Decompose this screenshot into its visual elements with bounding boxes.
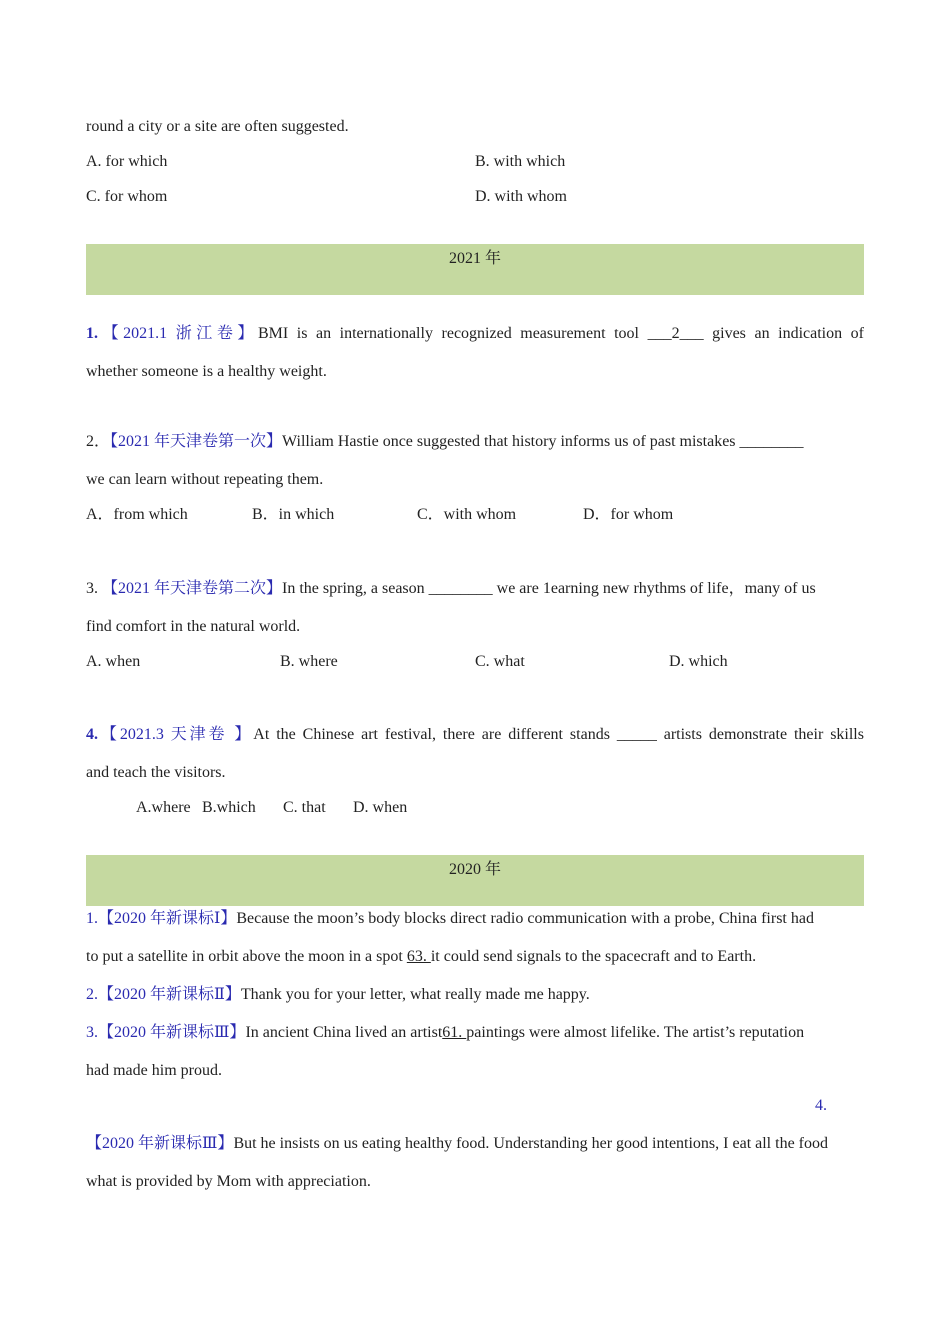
option-a: A．from which (86, 506, 188, 523)
question-2021-1-line2: whether someone is a healthy weight. (86, 363, 327, 380)
question-text: In the spring, a season ________ we are 1earning new rhythms of life，many of us (282, 580, 816, 597)
question-text: to put a satellite in orbit above the moon in a spot (86, 948, 407, 965)
source-tag: 【2021 年天津卷第二次】 (102, 580, 283, 597)
question-2020-3 (86, 1023, 804, 1043)
question-2020-1 (86, 909, 814, 929)
question-number: 3. (86, 580, 98, 597)
option-b: B.which (202, 799, 256, 816)
option-c: C. what (475, 653, 525, 670)
question-text: In ancient China lived an artist (245, 1024, 443, 1041)
question-number: 1. (86, 910, 98, 927)
source-tag: 【2020 年新课标Ⅰ】 (98, 910, 237, 927)
question-text: BMI is an internationally recognized measurement tool (257, 325, 648, 342)
section-title-2020: 2020 年 (448, 861, 501, 878)
section-header-2021 (86, 244, 864, 295)
option-d: D. with whom (475, 188, 567, 205)
question-text-cont: it could send signals to the spacecraft and to Earth. (430, 948, 757, 965)
answer-blank: 63. (406, 948, 431, 965)
option-a: A.where (136, 799, 191, 816)
option-c: C．with whom (417, 506, 517, 523)
question-2020-1-line2 (86, 947, 756, 967)
answer-blank: 61. (442, 1024, 467, 1041)
question-number: 3. (86, 1024, 98, 1041)
source-tag: 【2021.1 浙江卷】 (98, 325, 258, 342)
question-2020-4 (86, 1134, 828, 1154)
option-c: C. that (283, 799, 326, 816)
question-text-cont: paintings were almost lifelike. The artist’s reputation (466, 1024, 805, 1041)
question-text: Thank you for your letter, what really made me happy. (240, 986, 590, 1003)
question-2020-3-line2: had made him proud. (86, 1062, 222, 1079)
question-number-2020-4: 4. (815, 1097, 827, 1114)
question-text: Because the moon’s body blocks direct radio communication with a probe, China first had (236, 910, 814, 927)
section-header-2020 (86, 855, 864, 906)
option-d: D. when (353, 799, 408, 816)
question-number: 2. (86, 986, 98, 1003)
question-2020-4-line2: what is provided by Mom with appreciation. (86, 1173, 371, 1190)
question-2021-1 (86, 324, 864, 344)
question-number: 1. (86, 325, 98, 342)
question-text: But he insists on us eating healthy food. Understanding her good intentions, I eat all the food (233, 1135, 828, 1152)
option-a: A. when (86, 653, 141, 670)
option-d: D. which (669, 653, 728, 670)
option-b: B．in which (252, 506, 335, 523)
source-tag: 【2020 年新课标Ⅱ】 (98, 986, 241, 1003)
previous-question-continuation: round a city or a site are often suggested. (86, 118, 349, 135)
question-2021-2-line2: we can learn without repeating them. (86, 471, 324, 488)
question-text: William Hastie once suggested that history informs us of past mistakes ________ (282, 433, 804, 450)
option-c: C. for whom (86, 188, 168, 205)
question-number: 2． (86, 433, 111, 450)
section-title-2021: 2021 年 (448, 250, 501, 267)
answer-blank: ___2___ (647, 325, 704, 342)
source-tag: 【2021 年天津卷第一次】 (110, 433, 283, 450)
question-2021-4 (86, 725, 864, 745)
option-a: A. for which (86, 153, 168, 170)
question-2021-2 (86, 432, 804, 452)
source-tag: 【2020 年新课标Ⅲ】 (86, 1135, 234, 1152)
question-2021-3-line2: find comfort in the natural world. (86, 618, 301, 635)
question-number: 4. (86, 726, 98, 743)
question-2020-2 (86, 985, 590, 1005)
option-d: D．for whom (583, 506, 674, 523)
question-2021-4-line2: and teach the visitors. (86, 764, 226, 781)
question-text: At the Chinese art festival, there are different stands _____ artists demonstrate their skills (253, 726, 864, 743)
option-b: B. where (280, 653, 338, 670)
source-tag: 【2021.3 天津卷 】 (98, 726, 254, 743)
question-text-cont: gives an indication of (703, 325, 864, 342)
source-tag: 【2020 年新课标Ⅲ】 (98, 1024, 246, 1041)
question-2021-3 (86, 579, 816, 599)
option-b: B. with which (475, 153, 566, 170)
